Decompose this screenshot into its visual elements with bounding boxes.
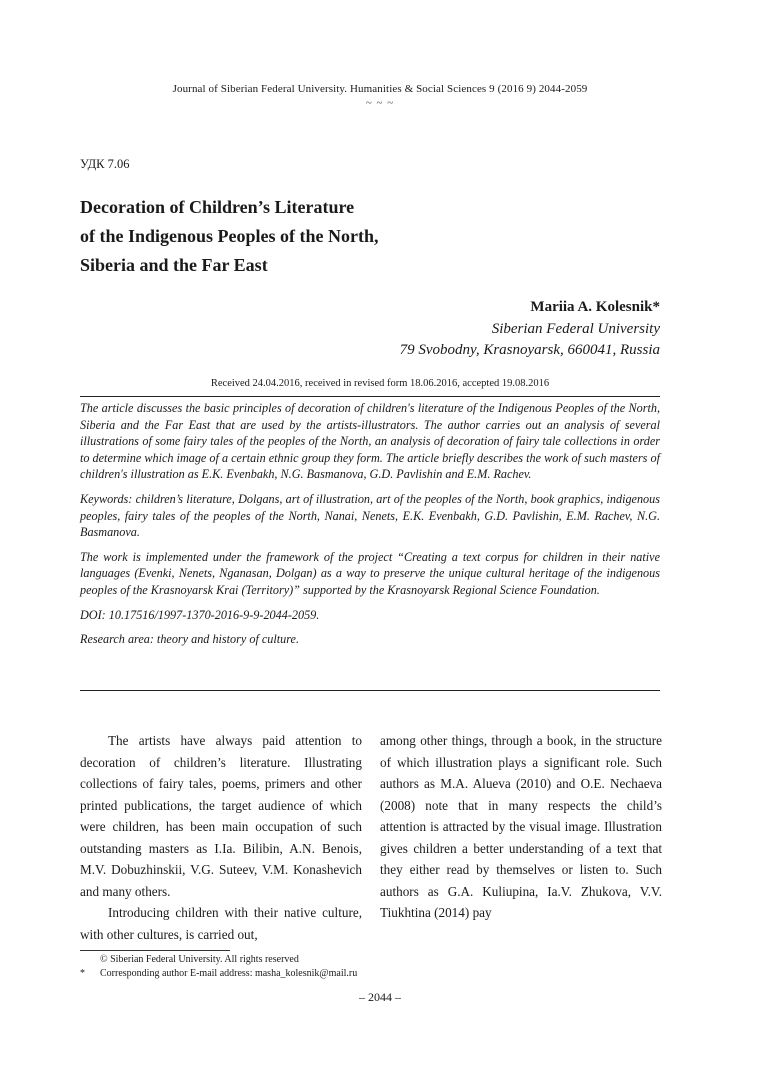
footnote-corresponding-text: Corresponding author E-mail address: masha_kolesnik@mail.ru <box>100 968 358 979</box>
author-block <box>400 297 660 362</box>
journal-header: Journal of Siberian Federal University. Humanities & Social Sciences 9 (2016 9) 2044-2059 <box>172 83 588 95</box>
abstract-doi: DOI: 10.17516/1997-1370-2016-9-9-2044-2059. <box>80 607 320 622</box>
abstract-bottom-rule <box>80 690 660 691</box>
udc-code: УДК 7.06 <box>80 157 130 171</box>
footnote-rule <box>80 950 230 951</box>
body-column-right <box>380 730 662 924</box>
body-paragraph: among other things, through a book, in the structure of which illustration plays a significant role. Such authors as M.A. Alueva (2010) and O.E. Nechaeva (2008) note that in many respects the child’s attention is attracted by the visual image. Illustration gives children a better understanding of a text that they either read by themselves or listen to. Such authors as G.A. Kuliupina, Ia.V. Zhukova, V.V. Tiukhtina (2014) pay <box>380 733 662 920</box>
body-paragraph: Introducing children with their native culture, with other cultures, is carried out, <box>80 905 362 942</box>
title-line: Siberia and the Far East <box>80 255 268 275</box>
author-affiliation: Siberian Federal University <box>491 320 660 337</box>
title-line: Decoration of Children’s Literature <box>80 197 355 217</box>
footnote-corresponding <box>80 967 357 981</box>
footnote-copyright <box>80 953 357 967</box>
abstract-research-area: Research area: theory and history of culture. <box>80 632 299 647</box>
abstract-top-rule <box>80 396 660 397</box>
author-address: 79 Svobodny, Krasnoyarsk, 660041, Russia <box>399 342 660 358</box>
article-title <box>80 193 600 280</box>
abstract-keywords: Keywords: children’s literature, Dolgans, art of illustration, art of the peoples of the North, book graphics, indigenous peoples, fairy tales of the peoples of the North, Nanai, Nenets, E.K. Evenbakh, G.D. Pavlishin, E.M. Rachev, N.G. Basmanova. <box>80 491 660 540</box>
footnote-mark: * <box>80 968 85 979</box>
body-column-left <box>80 730 362 945</box>
abstract-summary: The article discusses the basic principles of decoration of children's literature of the Indigenous Peoples of the North, Siberia and the Far East that are used by the artists-illustrators. The author carries out an analysis of several illustrations of some fairy tales of the peoples of the North, an analysis of decoration of fairy tale collections in order to determine which image of a certain ethnic group they form. The article briefly describes the work of such masters of children's illustration as E.K. Evenbakh, N.G. Basmanova, G.D. Pavlishin and E.M. Rachev. <box>80 401 660 482</box>
page-number: – 2044 – <box>359 990 401 1004</box>
body-paragraph: The artists have always paid attention to decoration of children’s literature. Illustrating collections of fairy tales, poems, primers and other printed publications, the target audience of which were children, has been main occupation of such outstanding masters as I.Ia. Bilibin, A.N. Benois, M.V. Dobuzhinskii, V.G. Suteev, V.M. Konashevich and many others. <box>80 733 362 899</box>
abstract-funding: The work is implemented under the framework of the project “Creating a text corpus for children in their native languages (Evenki, Nenets, Nganasan, Dolgan) as a way to preserve the unique cultural heritage of the indigenous peoples of the Krasnoyarsk Krai (Territory)” supported by the Krasnoyarsk Regional Science Foundation. <box>80 549 660 597</box>
abstract-block <box>80 400 660 648</box>
received-dates: Received 24.04.2016, received in revised form 18.06.2016, accepted 19.08.2016 <box>210 378 550 389</box>
header-separator: ~ ~ ~ <box>365 97 395 109</box>
author-name: Mariia A. Kolesnik* <box>530 299 660 315</box>
footnotes <box>80 953 357 981</box>
footnote-copyright-text: © Siberian Federal University. All rights reserved <box>100 954 299 965</box>
title-line: of the Indigenous Peoples of the North, <box>80 226 379 246</box>
